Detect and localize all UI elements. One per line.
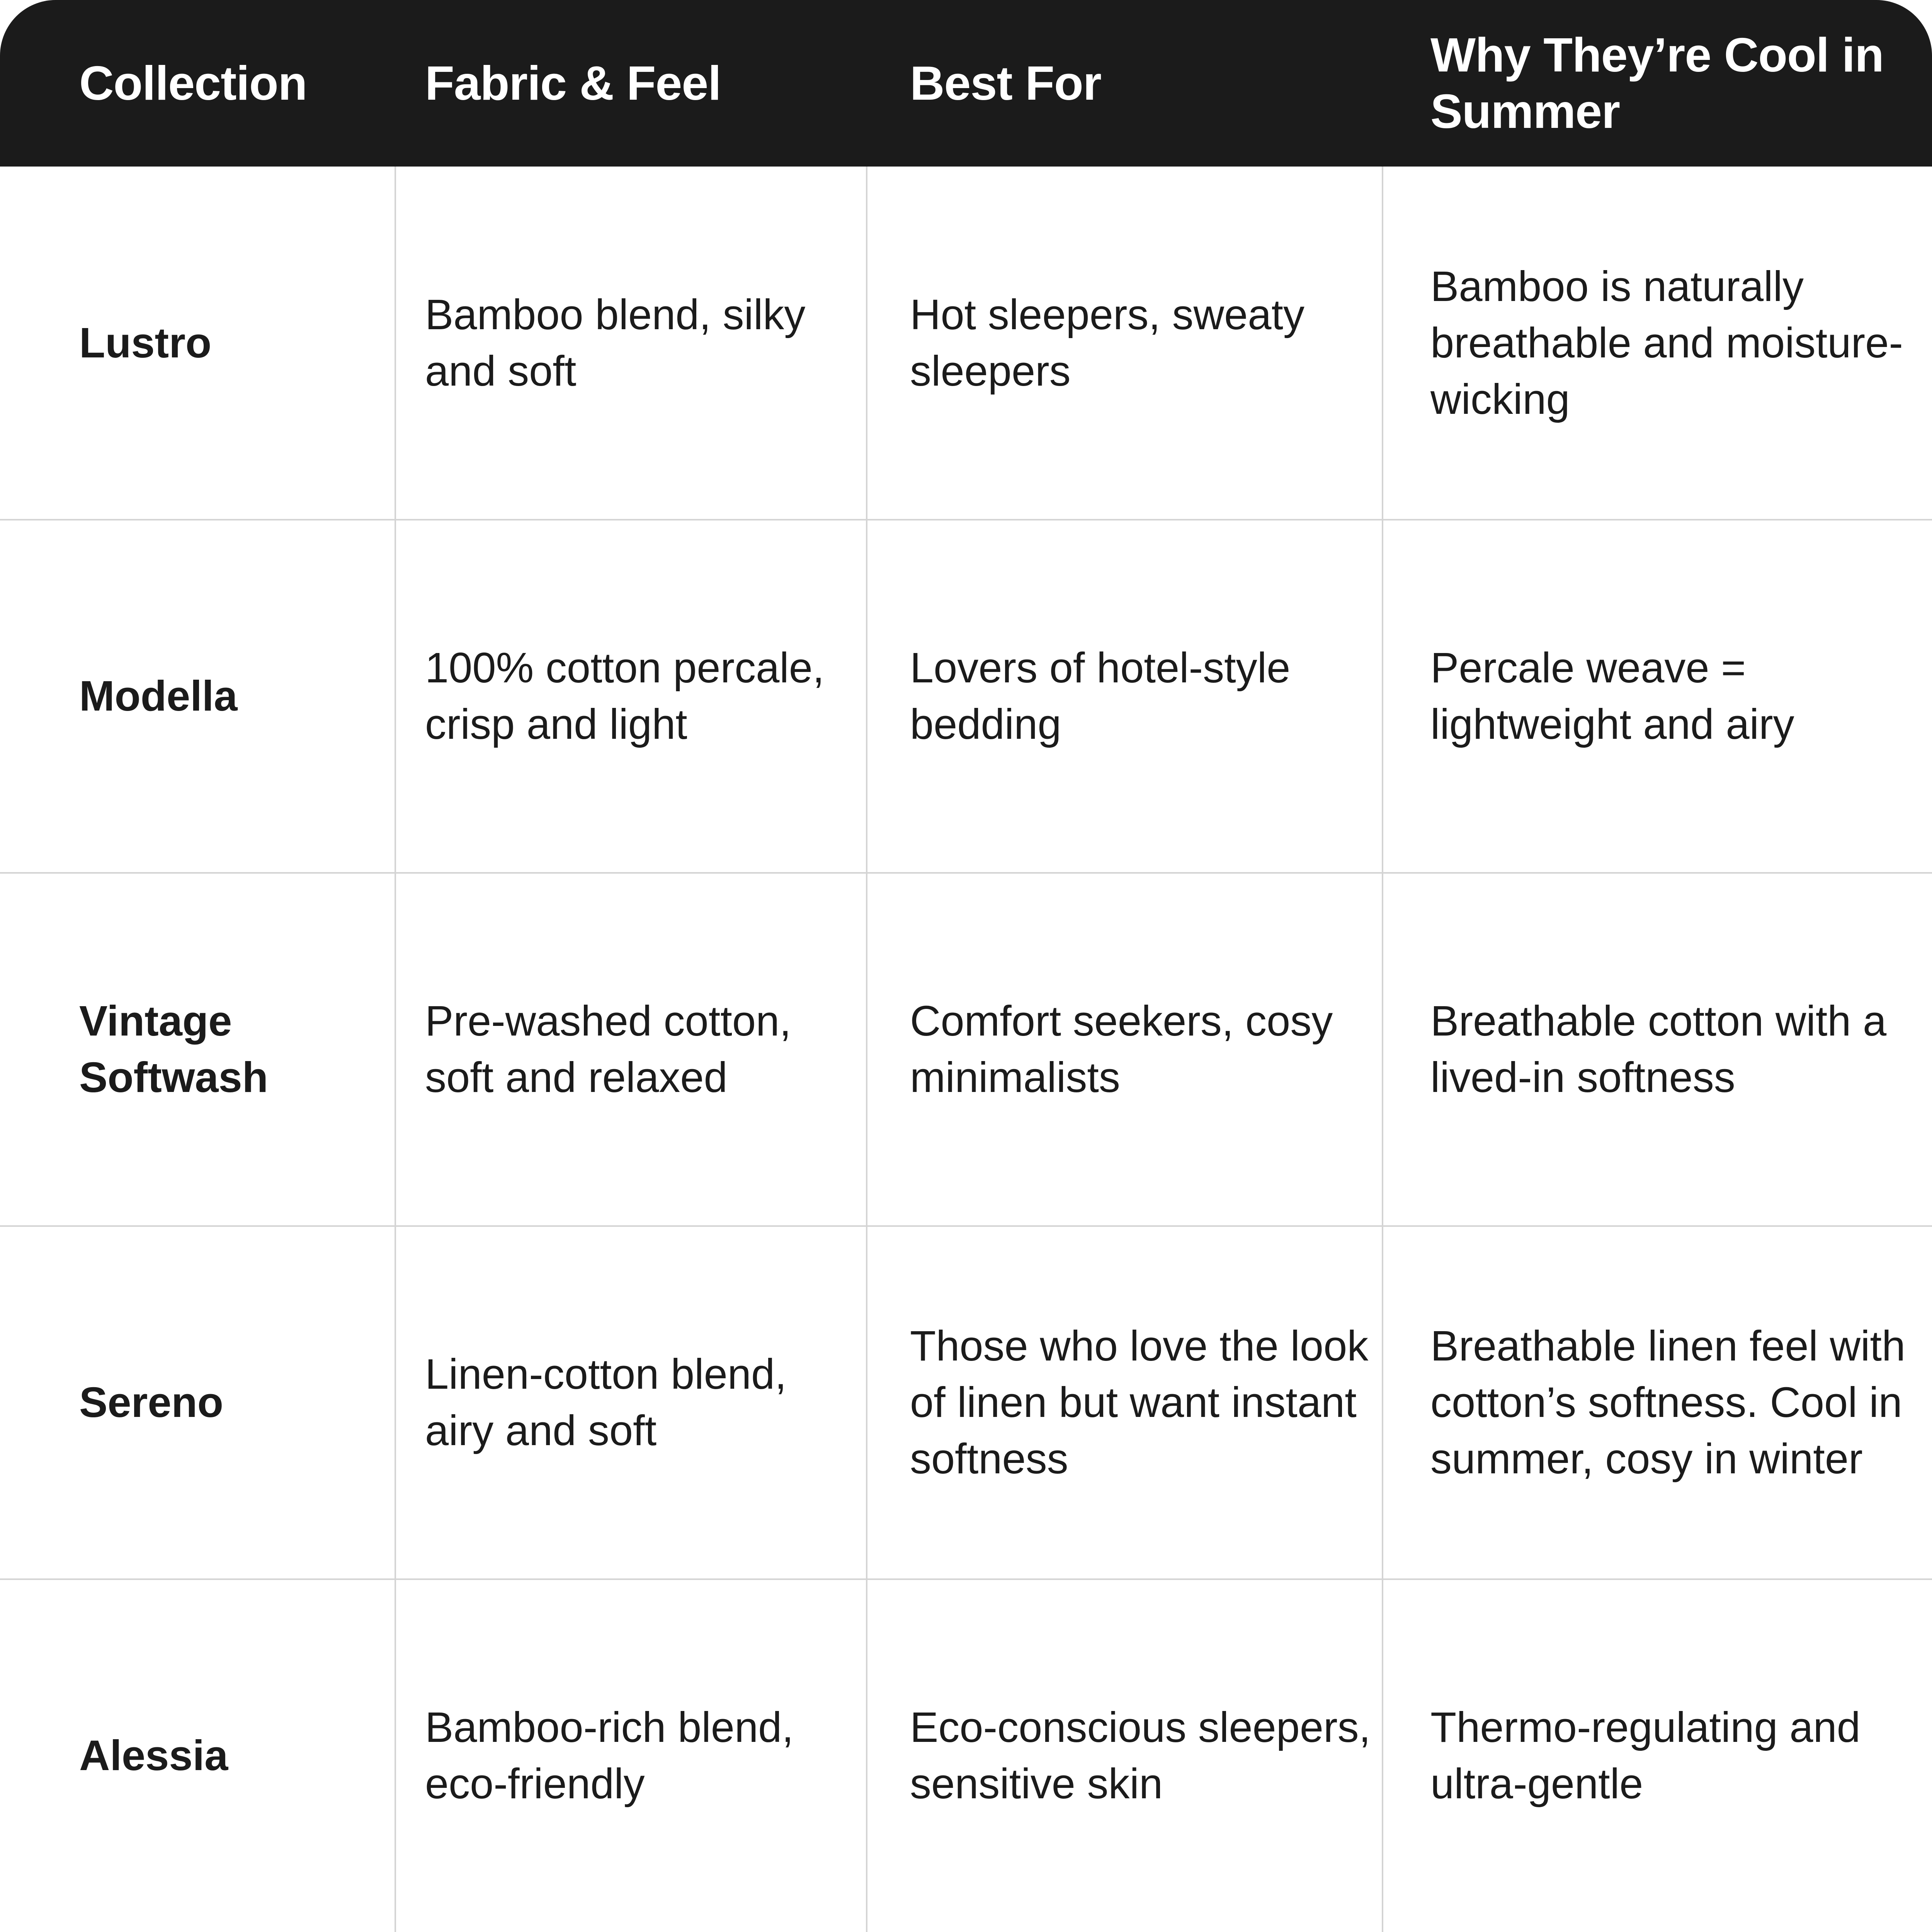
- cell-why: Breathable linen feel with cotton’s softness. Cool in summer, cosy in winter: [1430, 1322, 1906, 1483]
- row-divider: [0, 872, 1932, 874]
- cell-why: Thermo-regulating and ultra-gentle: [1430, 1704, 1861, 1808]
- header-fabric-feel: Fabric & Feel: [425, 56, 721, 110]
- table-row: [0, 520, 1932, 873]
- cell-collection: Vintage Softwash: [79, 997, 268, 1101]
- cell-why: Bamboo is naturally breathable and moisture-wicking: [1430, 263, 1903, 423]
- cell-collection: Sereno: [79, 1379, 223, 1426]
- column-divider: [395, 167, 396, 1932]
- table-row: [0, 1226, 1932, 1579]
- cell-why: Breathable cotton with a lived-in softness: [1430, 997, 1887, 1101]
- header-why-cool: Why They’re Cool in Summer: [1430, 28, 1884, 138]
- table-header: [0, 0, 1932, 167]
- cell-fabric: Bamboo-rich blend, eco-friendly: [425, 1704, 794, 1808]
- header-best-for: Best For: [910, 56, 1101, 110]
- column-divider: [866, 167, 867, 1932]
- table-row: [0, 1579, 1932, 1932]
- header-collection: Collection: [79, 56, 307, 110]
- row-divider: [0, 1225, 1932, 1227]
- table-row: [0, 167, 1932, 520]
- cell-collection: Modella: [79, 672, 238, 720]
- cell-collection: Lustro: [79, 319, 212, 367]
- cell-why: Percale weave = lightweight and airy: [1430, 644, 1794, 748]
- cell-best-for: Lovers of hotel-style bedding: [910, 644, 1291, 748]
- column-divider: [1382, 167, 1383, 1932]
- row-divider: [0, 1578, 1932, 1580]
- cell-fabric: Linen-cotton blend, airy and soft: [425, 1350, 787, 1454]
- cell-best-for: Hot sleepers, sweaty sleepers: [910, 291, 1304, 395]
- cell-fabric: Pre-washed cotton, soft and relaxed: [425, 997, 791, 1101]
- table-row: [0, 873, 1932, 1226]
- cell-best-for: Those who love the look of linen but want instant softness: [910, 1322, 1369, 1483]
- cell-best-for: Comfort seekers, cosy minimalists: [910, 997, 1333, 1101]
- cell-fabric: 100% cotton percale, crisp and light: [425, 644, 825, 748]
- cell-best-for: Eco-conscious sleepers, sensitive skin: [910, 1704, 1371, 1808]
- cell-collection: Alessia: [79, 1732, 228, 1779]
- cell-fabric: Bamboo blend, silky and soft: [425, 291, 806, 395]
- row-divider: [0, 519, 1932, 520]
